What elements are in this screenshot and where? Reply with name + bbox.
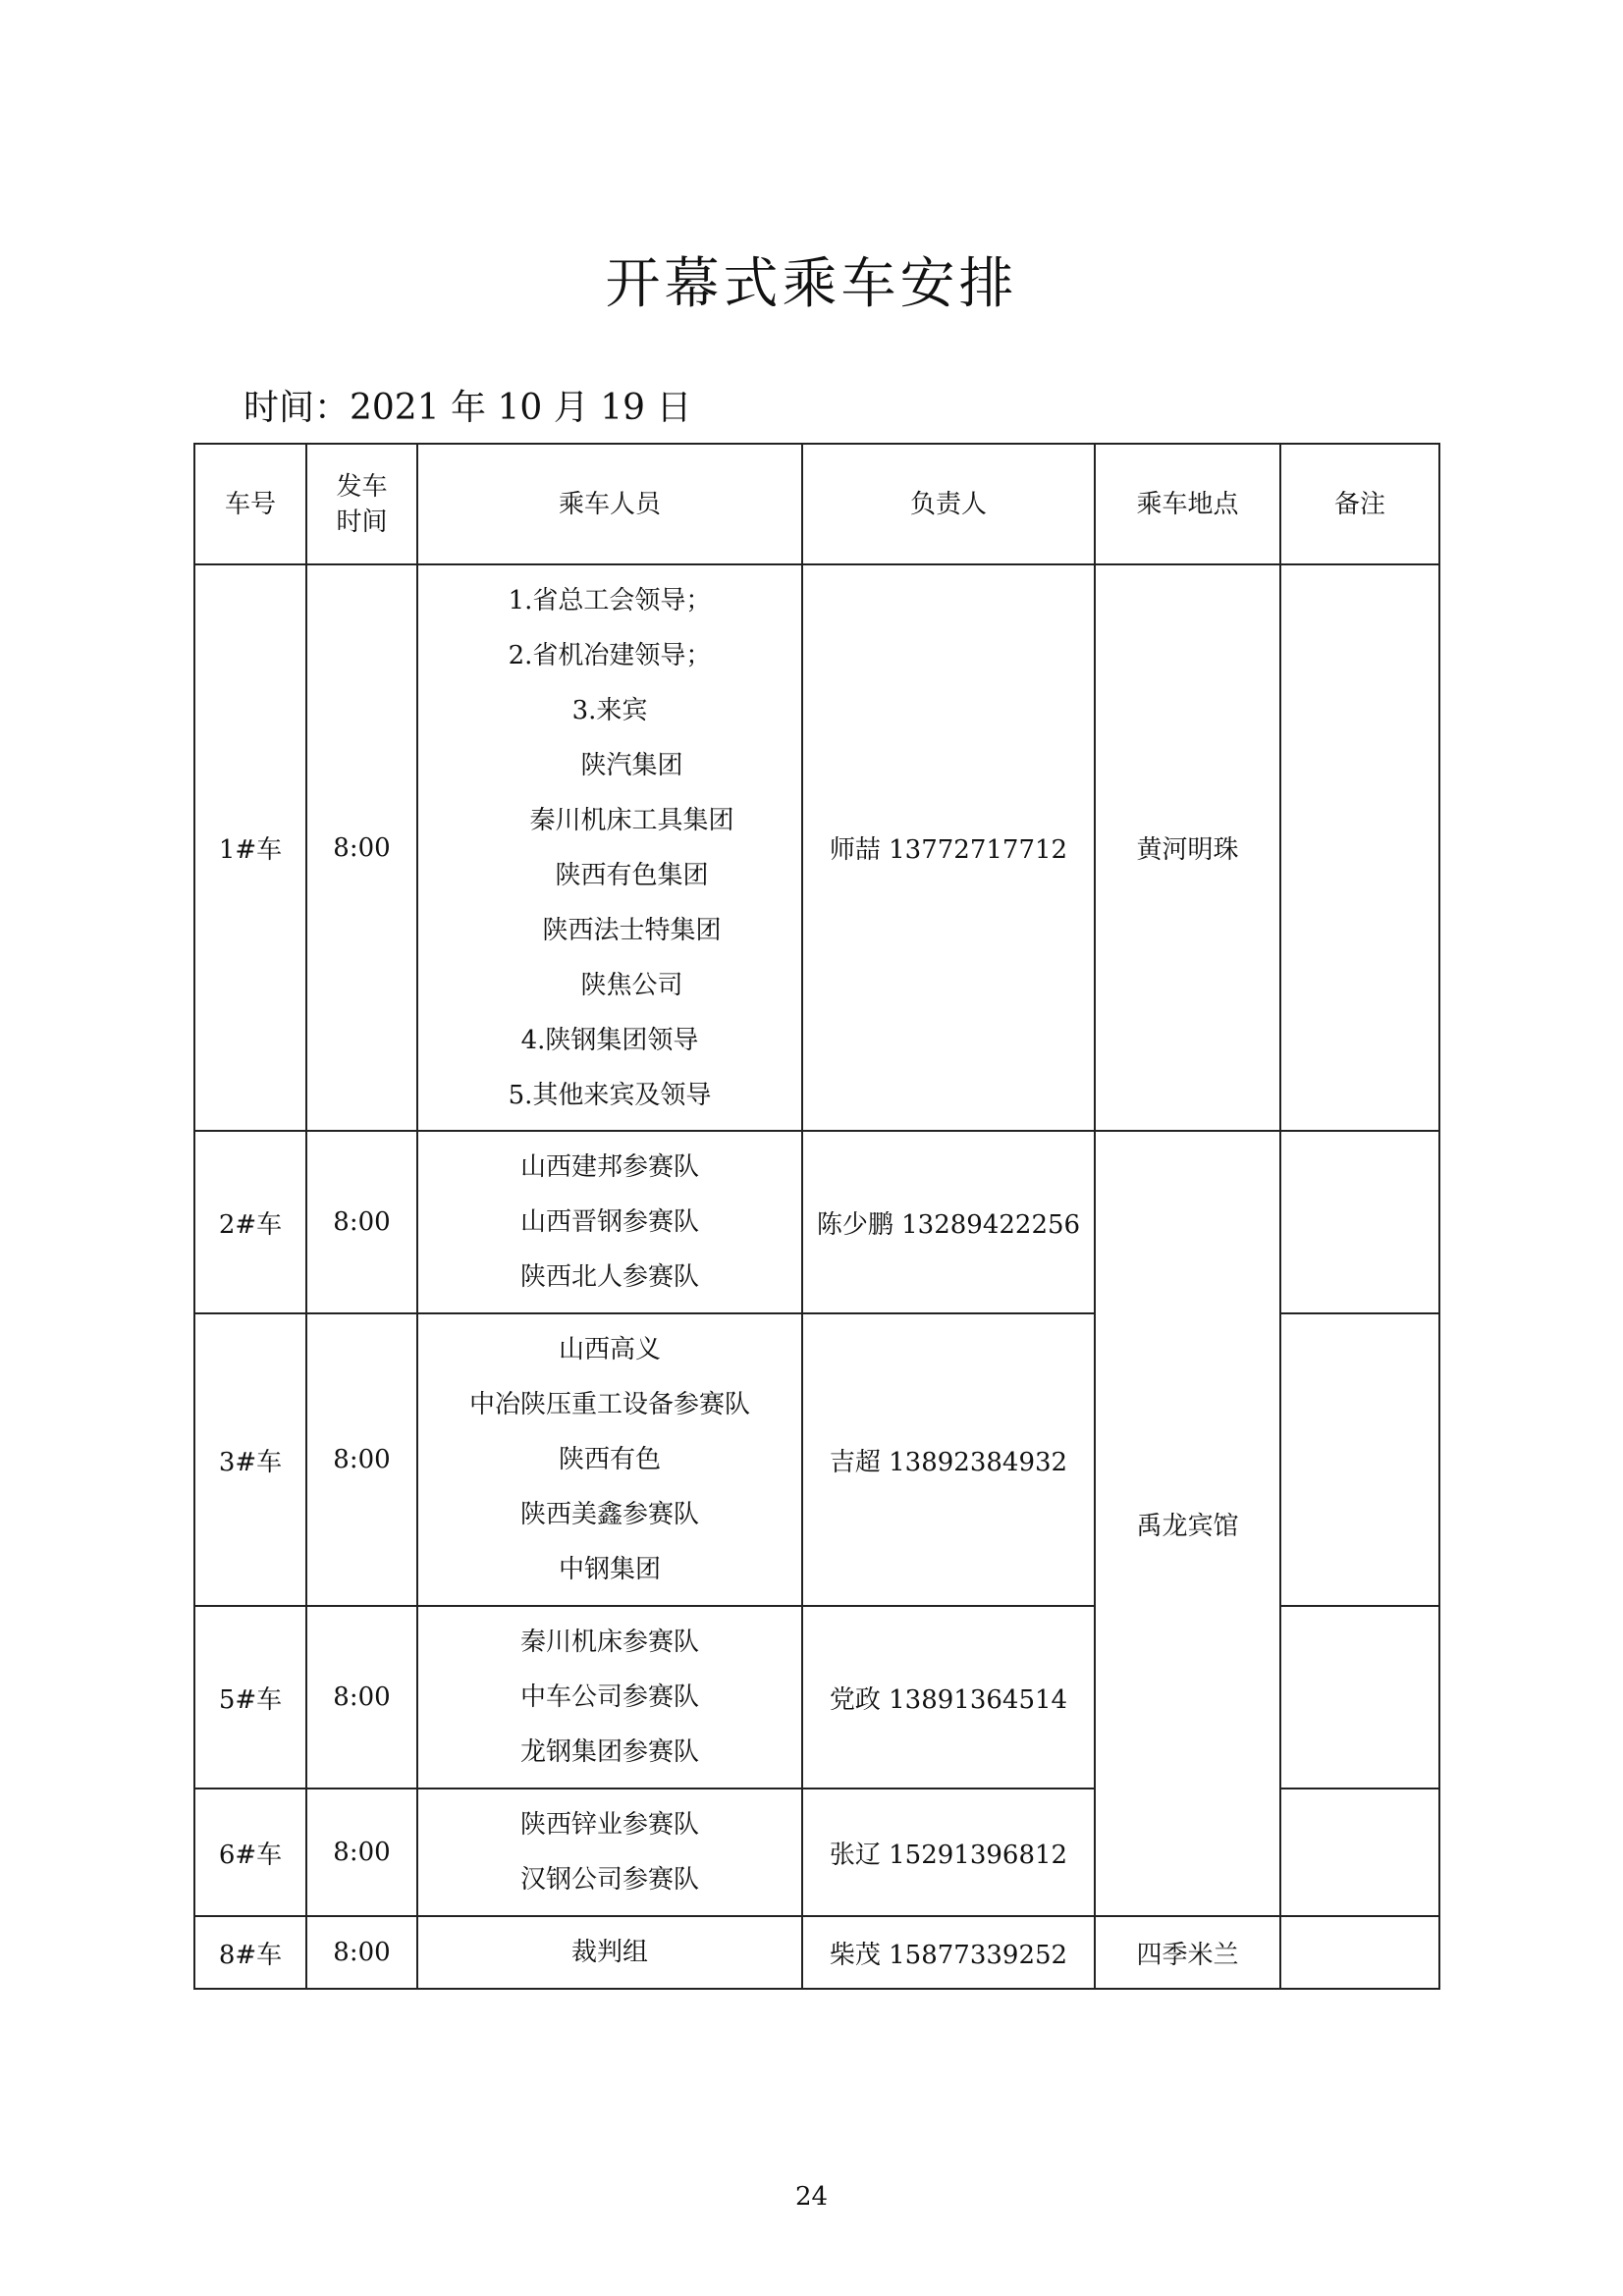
passengers-cell	[417, 1131, 802, 1313]
car-number-cell: 1#车	[194, 564, 306, 1131]
table-row	[194, 1131, 1439, 1313]
car-number-cell: 2#车	[194, 1131, 306, 1313]
notes-cell	[1280, 564, 1439, 1131]
contact-cell: 陈少鹏 13289422256	[802, 1131, 1095, 1313]
passenger-line: 山西建邦参赛队	[519, 1152, 699, 1182]
passengers-cell	[417, 564, 802, 1131]
passengers-cell	[417, 1313, 802, 1606]
table-row	[194, 1916, 1439, 1989]
passenger-line: 1.省总工会领导；	[508, 585, 712, 615]
notes-cell	[1280, 1606, 1439, 1789]
depart-time-cell: 8:00	[306, 1606, 417, 1789]
passenger-line: 汉钢公司参赛队	[519, 1865, 699, 1895]
header-depart-time: 发车 时间	[306, 444, 417, 564]
header-passengers: 乘车人员	[417, 444, 802, 564]
passenger-line: 2.省机冶建领导；	[508, 640, 712, 670]
passenger-line: 陕西美鑫参赛队	[519, 1500, 699, 1529]
car-number-cell: 5#车	[194, 1606, 306, 1789]
passenger-line: 陕西锌业参赛队	[519, 1810, 699, 1840]
depart-time-cell: 8:00	[306, 1313, 417, 1606]
page-title: 开幕式乘车安排	[605, 252, 1018, 316]
passenger-line: 5.其他来宾及领导	[508, 1080, 712, 1110]
car-number-cell: 6#车	[194, 1789, 306, 1916]
car-number-cell: 8#车	[194, 1916, 306, 1989]
table-row	[194, 564, 1439, 1131]
notes-cell	[1280, 1313, 1439, 1606]
header-car-number: 车号	[194, 444, 306, 564]
passenger-line: 中车公司参赛队	[519, 1682, 699, 1712]
notes-cell	[1280, 1131, 1439, 1313]
passenger-line: 山西晋钢参赛队	[519, 1207, 699, 1237]
header-notes: 备注	[1280, 444, 1439, 564]
passenger-line: 陕焦公司	[580, 970, 683, 1000]
location-cell: 黄河明珠	[1095, 564, 1280, 1131]
location-cell-shared: 禹龙宾馆	[1095, 1131, 1280, 1916]
header-location: 乘车地点	[1095, 444, 1280, 564]
passenger-line: 裁判组	[570, 1938, 648, 1967]
passenger-line: 陕西有色	[558, 1445, 661, 1474]
contact-cell: 吉超 13892384932	[802, 1313, 1095, 1606]
passenger-line: 秦川机床工具集团	[529, 805, 734, 835]
passengers-cell	[417, 1916, 802, 1989]
depart-time-cell: 8:00	[306, 1131, 417, 1313]
passengers-cell	[417, 1789, 802, 1916]
header-contact: 负责人	[802, 444, 1095, 564]
contact-cell: 张辽 15291396812	[802, 1789, 1095, 1916]
contact-cell: 柴茂 15877339252	[802, 1916, 1095, 1989]
depart-time-cell: 8:00	[306, 1789, 417, 1916]
passengers-cell	[417, 1606, 802, 1789]
depart-time-cell: 8:00	[306, 564, 417, 1131]
passenger-line: 3.来宾	[571, 695, 648, 725]
depart-time-cell: 8:00	[306, 1916, 417, 1989]
passenger-line: 龙钢集团参赛队	[519, 1737, 699, 1767]
contact-cell: 党政 13891364514	[802, 1606, 1095, 1789]
passenger-line: 陕西法士特集团	[542, 915, 722, 945]
notes-cell	[1280, 1789, 1439, 1916]
passenger-line: 陕西有色集团	[555, 860, 709, 890]
passenger-line: 山西高义	[558, 1335, 661, 1364]
passenger-line: 陕西北人参赛队	[519, 1262, 699, 1292]
passenger-line: 陕汽集团	[580, 750, 683, 780]
contact-cell: 师喆 13772717712	[802, 564, 1095, 1131]
car-number-cell: 3#车	[194, 1313, 306, 1606]
event-date: 时间：2021 年 10 月 19 日	[243, 388, 692, 428]
page-number: 24	[794, 2182, 829, 2212]
passenger-line: 秦川机床参赛队	[519, 1628, 699, 1657]
passenger-line: 4.陕钢集团领导	[520, 1025, 699, 1055]
passenger-line: 中冶陕压重工设备参赛队	[468, 1390, 750, 1419]
notes-cell	[1280, 1916, 1439, 1989]
table-header-row	[194, 444, 1439, 564]
passenger-line: 中钢集团	[558, 1555, 661, 1584]
location-cell: 四季米兰	[1095, 1916, 1280, 1989]
bus-schedule-table	[193, 443, 1440, 1990]
